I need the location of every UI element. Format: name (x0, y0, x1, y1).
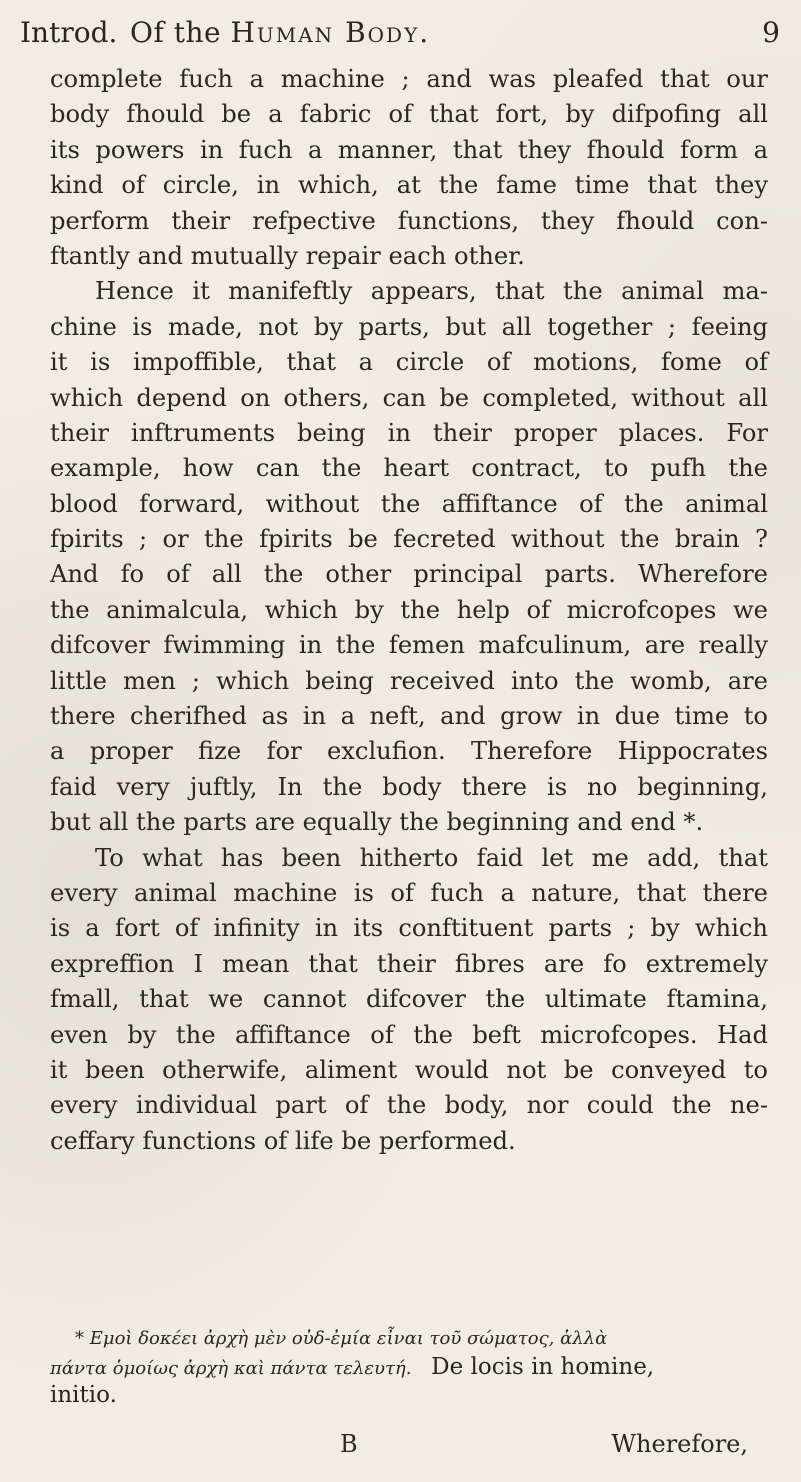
text-line: chine is made, not by parts, but all together ; feeing (50, 312, 768, 341)
text-line: To what has been hitherto faid let me add, that (95, 843, 768, 872)
footnote-line (50, 1325, 768, 1353)
text-line: ftantly and mutually repair each other. (50, 241, 525, 270)
text-line: even by the affiftance of the beft microfcopes. Had (50, 1020, 768, 1049)
running-head-human-body: Human Body. (230, 16, 431, 49)
text-line: And fo of all the other principal parts. Wherefore (50, 560, 768, 589)
running-head-of: Of the (130, 16, 222, 49)
text-line: difcover fwimming in the femen mafculinum, are really (50, 631, 768, 660)
text-line: kind of circle, in which, at the fame time that they (50, 171, 768, 200)
footnote (50, 1325, 768, 1409)
text-line: it is impoffible, that a circle of motions, fome of (50, 348, 768, 377)
text-line: perform their refpective functions, they fhould con- (50, 206, 768, 235)
footnote-marker: * (75, 1328, 84, 1349)
page-footer (50, 1430, 768, 1464)
text-line: example, how can the heart contract, to pufh the (50, 454, 768, 483)
text-line: which depend on others, can be completed, without all (50, 383, 768, 412)
text-line: there cherifhed as in a neft, and grow in due time to (50, 702, 768, 731)
text-line: a proper fize for exclufion. Therefore Hippocrates (50, 737, 768, 766)
footnote-greek-2: πάντα ὁμοίως ἀρχὴ καὶ πάντα τελευτή. (50, 1358, 412, 1379)
text-line: body fhould be a fabric of that fort, by difpofing all (50, 100, 768, 129)
text-line: its powers in fuch a manner, that they fhould form a (50, 135, 768, 164)
text-line: little men ; which being received into the womb, are (50, 666, 768, 695)
text-line: blood forward, without the affiftance of the animal (50, 489, 768, 518)
text-line: their inftruments being in their proper places. For (50, 418, 768, 447)
catchword: Wherefore, (611, 1430, 748, 1458)
text-line: every animal machine is of fuch a nature, that there (50, 878, 768, 907)
text-line: ceffary functions of life be performed. (50, 1126, 516, 1155)
footnote-latin: De locis in homine, (431, 1354, 655, 1380)
text-line: complete fuch a machine ; and was pleafed that our (50, 65, 768, 93)
text-line: but all the parts are equally the beginning and end *. (50, 808, 704, 837)
running-head-title (130, 16, 430, 49)
running-head-section: Introd. (20, 16, 118, 49)
footnote-greek-1: Εμοὶ δοκέει ἀρχὴ μὲν οὐδ-ἐμία εἶναι τοῦ σώματος, ἀλλὰ (89, 1328, 608, 1349)
footnote-line (50, 1353, 768, 1381)
text-line: Hence it manifeftly appears, that the animal ma- (95, 277, 768, 306)
text-line: faid very juftly, In the body there is no beginning, (50, 772, 768, 801)
signature-mark: B (340, 1430, 358, 1458)
text-line: the animalcula, which by the help of microfcopes we (50, 595, 768, 624)
text-line: expreffion I mean that their fibres are fo extremely (50, 949, 768, 978)
page-number: 9 (762, 16, 780, 49)
text-line: is a fort of infinity in its conftituent parts ; by which (50, 914, 768, 943)
text-line: fmall, that we cannot difcover the ultimate ftamina, (50, 985, 768, 1014)
text-line: fpirits ; or the fpirits be fecreted without the brain ? (50, 525, 768, 554)
text-line: every individual part of the body, nor could the ne- (50, 1091, 768, 1120)
footnote-latin-2: initio. (50, 1382, 117, 1408)
text-line: it been otherwife, aliment would not be conveyed to (50, 1055, 768, 1084)
running-head (20, 16, 780, 52)
footnote-line (50, 1381, 768, 1409)
body-text (50, 62, 768, 1159)
